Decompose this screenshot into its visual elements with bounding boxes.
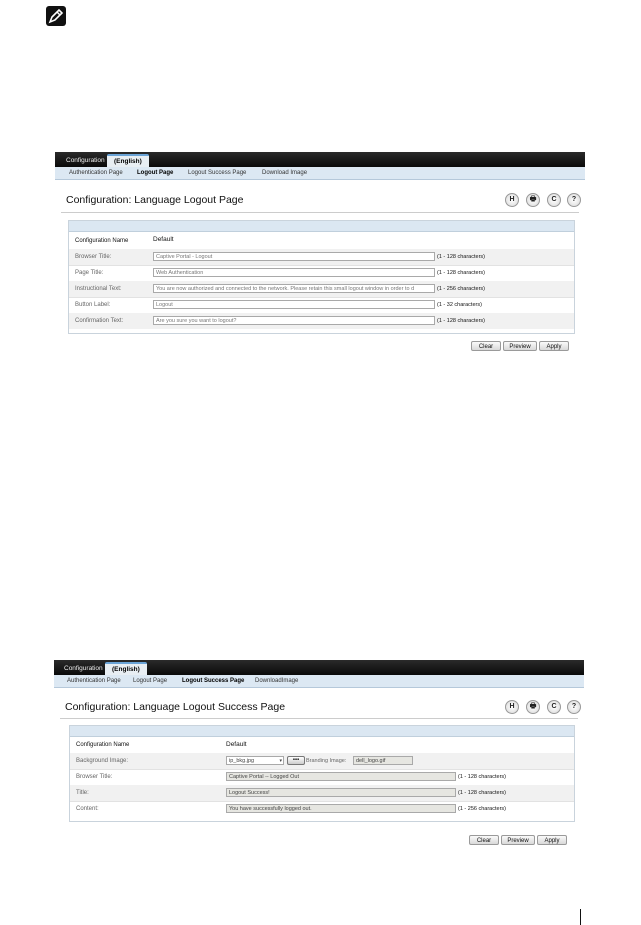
content-label: Content: <box>76 806 99 812</box>
subnav-download-image[interactable]: DownloadImage <box>255 678 299 684</box>
subnav-logout-success-page[interactable]: Logout Success Page <box>182 678 245 684</box>
save-icon[interactable]: H <box>505 700 519 714</box>
page-title-label: Page Title: <box>75 270 104 276</box>
browse-button[interactable]: ▪▪▪ <box>287 756 305 765</box>
button-label-input[interactable]: Logout <box>153 300 435 309</box>
sub-navigation <box>55 167 585 180</box>
subnav-logout-page[interactable]: Logout Page <box>133 678 168 684</box>
apply-button[interactable]: Apply <box>537 835 567 845</box>
config-name-label: Configuration Name <box>75 238 129 244</box>
table-header <box>69 221 574 232</box>
tab-configuration[interactable]: Configuration <box>66 157 105 164</box>
top-tab-bar <box>55 152 585 167</box>
tab-english[interactable]: (English) <box>107 154 149 167</box>
browser-title-label: Browser Title: <box>75 254 112 260</box>
table-row <box>69 297 574 314</box>
title-hint: (1 - 128 characters) <box>458 790 506 796</box>
subnav-authentication-page[interactable]: Authentication Page <box>67 678 121 684</box>
button-label-hint: (1 - 32 characters) <box>437 302 482 308</box>
branding-image-label: Branding Image: <box>306 758 347 764</box>
table-row <box>70 785 574 802</box>
browser-title-input[interactable]: Captive Portal - Logout <box>153 252 435 261</box>
table-row <box>70 753 574 770</box>
logout-page-screenshot <box>55 152 585 362</box>
table-row <box>69 281 574 298</box>
table-row <box>69 249 574 266</box>
logout-settings-table <box>68 220 575 334</box>
content-input[interactable]: You have successfully logged out. <box>226 804 456 813</box>
browser-title-hint: (1 - 128 characters) <box>458 774 506 780</box>
top-tab-bar <box>54 660 584 675</box>
tab-configuration[interactable]: Configuration <box>64 665 103 672</box>
preview-button[interactable]: Preview <box>503 341 537 351</box>
save-icon[interactable]: H <box>505 193 519 207</box>
tab-english[interactable]: (English) <box>105 662 147 675</box>
instructional-text-hint: (1 - 256 characters) <box>437 286 485 292</box>
page-margin-rule <box>580 909 581 925</box>
logout-success-settings-table <box>69 725 575 822</box>
title-input[interactable]: Logout Success! <box>226 788 456 797</box>
preview-button[interactable]: Preview <box>501 835 535 845</box>
note-pencil-icon <box>46 6 66 26</box>
confirmation-text-label: Confirmation Text: <box>75 318 124 324</box>
browser-title-label: Browser Title: <box>76 774 113 780</box>
subnav-logout-success-page[interactable]: Logout Success Page <box>188 170 247 176</box>
table-row <box>70 769 574 786</box>
sub-navigation <box>54 675 584 688</box>
title-divider <box>61 212 579 213</box>
table-row <box>69 313 574 329</box>
instructional-text-input[interactable]: You are now authorized and connected to the network. Please retain this small logout window in order to d <box>153 284 435 293</box>
confirmation-text-input[interactable]: Are you sure you want to logout? <box>153 316 435 325</box>
help-icon[interactable]: ? <box>567 193 581 207</box>
branding-image-field[interactable]: dell_logo.gif <box>353 756 413 765</box>
table-row <box>69 232 574 250</box>
table-row <box>69 265 574 282</box>
table-header <box>70 726 574 737</box>
subnav-logout-page[interactable]: Logout Page <box>137 170 174 176</box>
browser-title-hint: (1 - 128 characters) <box>437 254 485 260</box>
instructional-text-label: Instructional Text: <box>75 286 122 292</box>
subnav-download-image[interactable]: Download Image <box>262 170 308 176</box>
config-name-value: Default <box>226 741 247 748</box>
content-hint: (1 - 256 characters) <box>458 806 506 812</box>
refresh-icon[interactable]: C <box>547 700 561 714</box>
page-title-hint: (1 - 128 characters) <box>437 270 485 276</box>
apply-button[interactable]: Apply <box>539 341 569 351</box>
config-name-label: Configuration Name <box>76 742 130 748</box>
chevron-down-icon: ▾ <box>279 758 282 764</box>
config-name-value: Default <box>153 236 174 243</box>
button-label-label: Button Label: <box>75 302 111 308</box>
table-row <box>70 737 574 754</box>
clear-button[interactable]: Clear <box>469 835 499 845</box>
title-divider <box>60 718 578 719</box>
confirmation-text-hint: (1 - 128 characters) <box>437 318 485 324</box>
table-row <box>70 801 574 817</box>
browser-title-input[interactable]: Captive Portal -- Logged Out <box>226 772 456 781</box>
background-image-label: Background Image: <box>76 758 129 764</box>
refresh-icon[interactable]: C <box>547 193 561 207</box>
background-image-value: ip_bkg.jpg <box>229 758 255 764</box>
logout-success-page-screenshot <box>54 660 584 853</box>
page-title: Configuration: Language Logout Page <box>66 194 244 206</box>
page-title-input[interactable]: Web Authentication <box>153 268 435 277</box>
page-title: Configuration: Language Logout Success Page <box>65 701 286 713</box>
print-icon[interactable]: 🖶 <box>526 700 540 714</box>
help-icon[interactable]: ? <box>567 700 581 714</box>
print-icon[interactable]: 🖶 <box>526 193 540 207</box>
title-label: Title: <box>76 790 89 796</box>
background-image-select[interactable] <box>226 756 284 765</box>
subnav-authentication-page[interactable]: Authentication Page <box>69 170 123 176</box>
clear-button[interactable]: Clear <box>471 341 501 351</box>
